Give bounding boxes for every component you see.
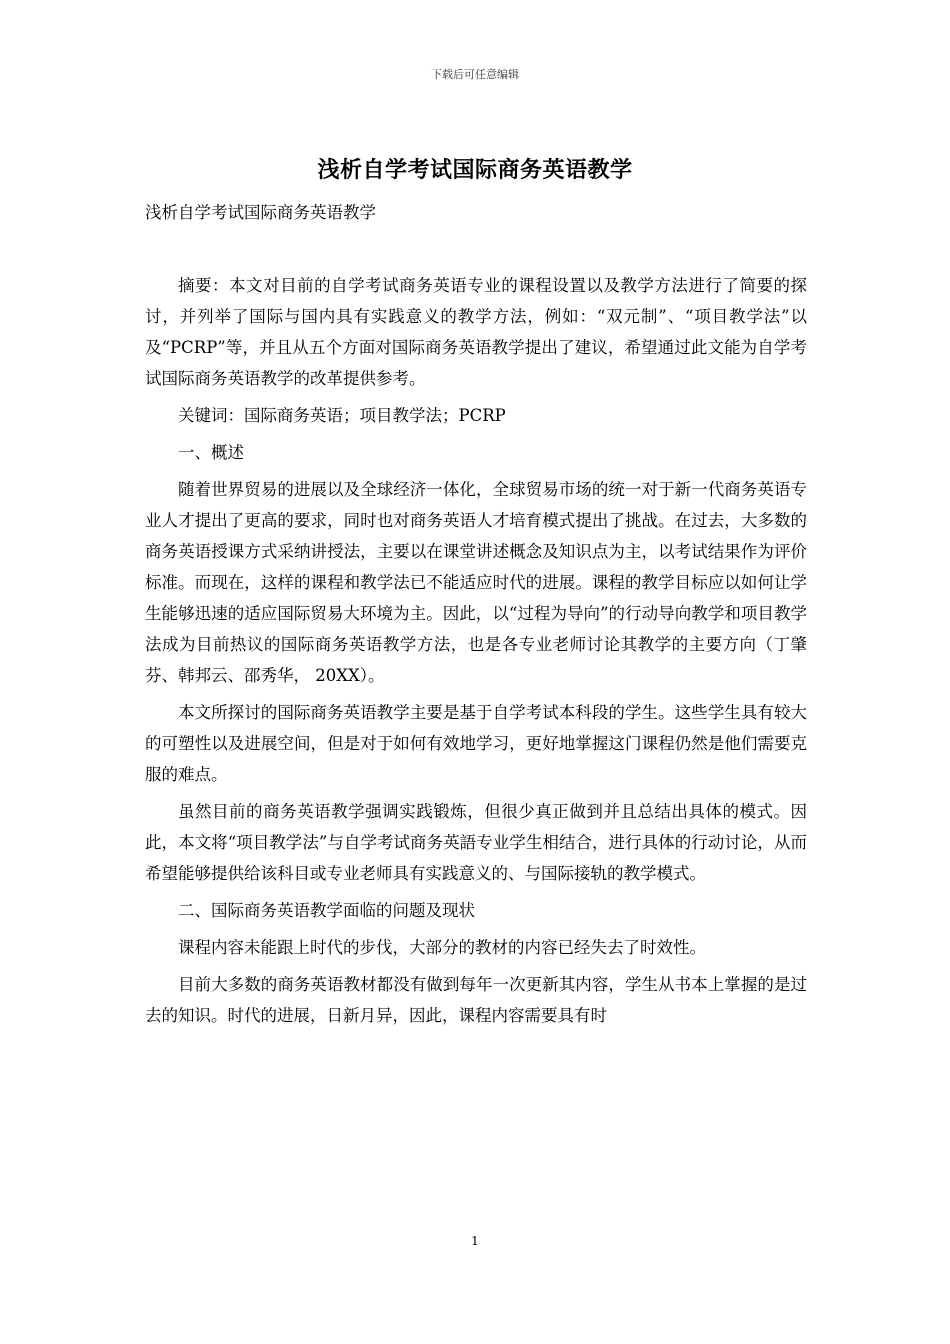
- body-paragraph: 随着世界贸易的进展以及全球经济一体化，全球贸易市场的统一对于新一代商务英语专业人才提出了更高的要求，同时也对商务英语人才培育模式提出了挑战。在过去，大多数的商务英语授课方式采纳讲授法，主要以在课堂讲述概念及知识点为主，以考试结果作为评价标准。而现在，这样的课程和教学法已不能适应时代的进展。课程的教学目标应以如何让学生能够迅速的适应国际贸易大环境为主。因此，以“过程为导向”的行动导向教学和项目教学法成为目前热议的国际商务英语教学方法，也是各专业老师讨论其教学的主要方向（丁肇芬、韩邦云、邵秀华， 20XX）。: [145, 480, 807, 685]
- body-paragraph: 虽然目前的商务英语教学强调实践锻炼，但很少真正做到并且总结出具体的模式。因此，本文将“项目教学法”与自学考试商务英語专业学生相结合，进行具体的行动讨论，从而希望能够提供给该科目或专业老师具有实践意义的、与国际接轨的教学模式。: [145, 802, 807, 883]
- document-title: 浅析自学考试国际商务英语教学: [317, 157, 633, 183]
- body-paragraph: 课程内容未能跟上时代的步伐，大部分的教材的内容已经失去了时效性。: [178, 938, 706, 957]
- header-note: 下载后可任意编辑: [431, 68, 519, 81]
- body-paragraph: 本文所探讨的国际商务英语教学主要是基于自学考试本科段的学生。这些学生具有较大的可塑性以及进展空间，但是对于如何有效地学习，更好地掌握这门课程仍然是他们需要克服的难点。: [145, 703, 807, 784]
- abstract-paragraph: 摘要：本文对目前的自学考试商务英语专业的课程设置以及教学方法进行了简要的探讨，并列举了国际与国内具有实践意义的教学方法，例如：“双元制”、“项目教学法”以及“PCRP”等，并且从五个方面对国际商务英语教学提出了建议，希望通过此文能为自学考试国际商务英语教学的改革提供参考。: [145, 276, 807, 388]
- keywords-paragraph: 关键词：国际商务英语；项目教学法；PCRP: [178, 406, 506, 425]
- document-body: [145, 270, 807, 1037]
- section-heading-problems: 二、国际商务英语教学面临的问题及现状: [178, 901, 475, 920]
- body-paragraph: 目前大多数的商务英语教材都没有做到每年一次更新其内容，学生从书本上掌握的是过去的知识。时代的进展，日新月异，因此，课程内容需要具有时: [145, 975, 807, 1025]
- section-heading-overview: 一、概述: [178, 443, 244, 462]
- page-number: 1: [471, 1234, 479, 1248]
- document-subtitle: 浅析自学考试国际商务英语教学: [145, 203, 376, 222]
